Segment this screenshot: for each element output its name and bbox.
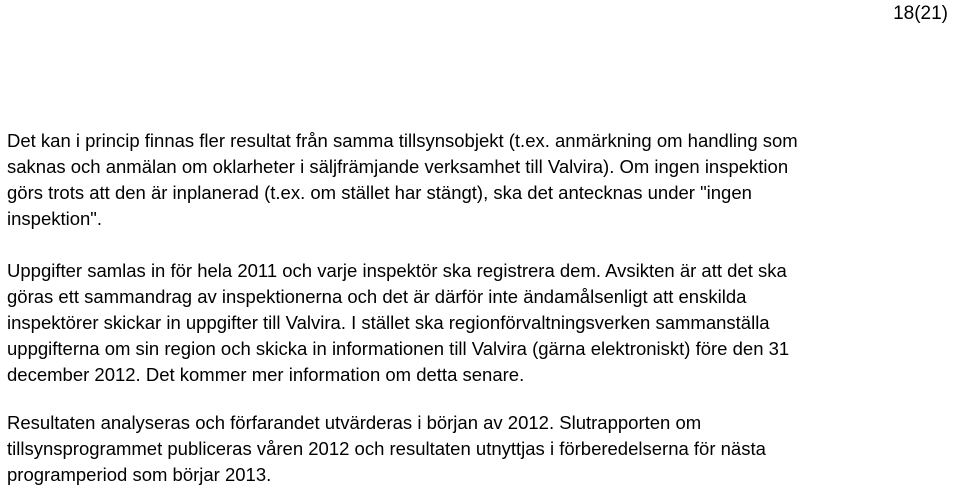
text-line: göras ett sammandrag av inspektionerna och det är därför inte ändamålsenligt att enskilda	[7, 286, 747, 307]
paragraph-data-collection	[7, 258, 947, 388]
text-line: inspektion".	[7, 208, 103, 229]
text-line: tillsynsprogrammet publiceras våren 2012 och resultaten utnyttjas i förberedelserna för nästa	[7, 438, 766, 459]
text-line: Det kan i princip finnas fler resultat från samma tillsynsobjekt (t.ex. anmärkning om handling som	[7, 130, 798, 151]
text-line: görs trots att den är inplanerad (t.ex. om stället har stängt), ska det antecknas under "ingen	[7, 182, 752, 203]
text-line: saknas och anmälan om oklarheter i säljfrämjande verksamhet till Valvira). Om ingen inspektion	[7, 156, 789, 177]
text-line: programperiod som börjar 2013.	[7, 464, 272, 485]
page-number: 18(21)	[893, 3, 948, 24]
text-line: uppgifterna om sin region och skicka in informationen till Valvira (gärna elektroniskt) före den 31	[7, 338, 790, 359]
paragraph-analysis-report	[7, 410, 947, 488]
text-line: december 2012. Det kommer mer information om detta senare.	[7, 364, 525, 385]
text-line: Resultaten analyseras och förfarandet utvärderas i början av 2012. Slutrapporten om	[7, 412, 702, 433]
paragraph-inspection-results	[7, 128, 947, 232]
text-line: Uppgifter samlas in för hela 2011 och varje inspektör ska registrera dem. Avsikten är att det ska	[7, 260, 787, 281]
text-line: inspektörer skickar in uppgifter till Valvira. I stället ska regionförvaltningsverken sammanställa	[7, 312, 770, 333]
